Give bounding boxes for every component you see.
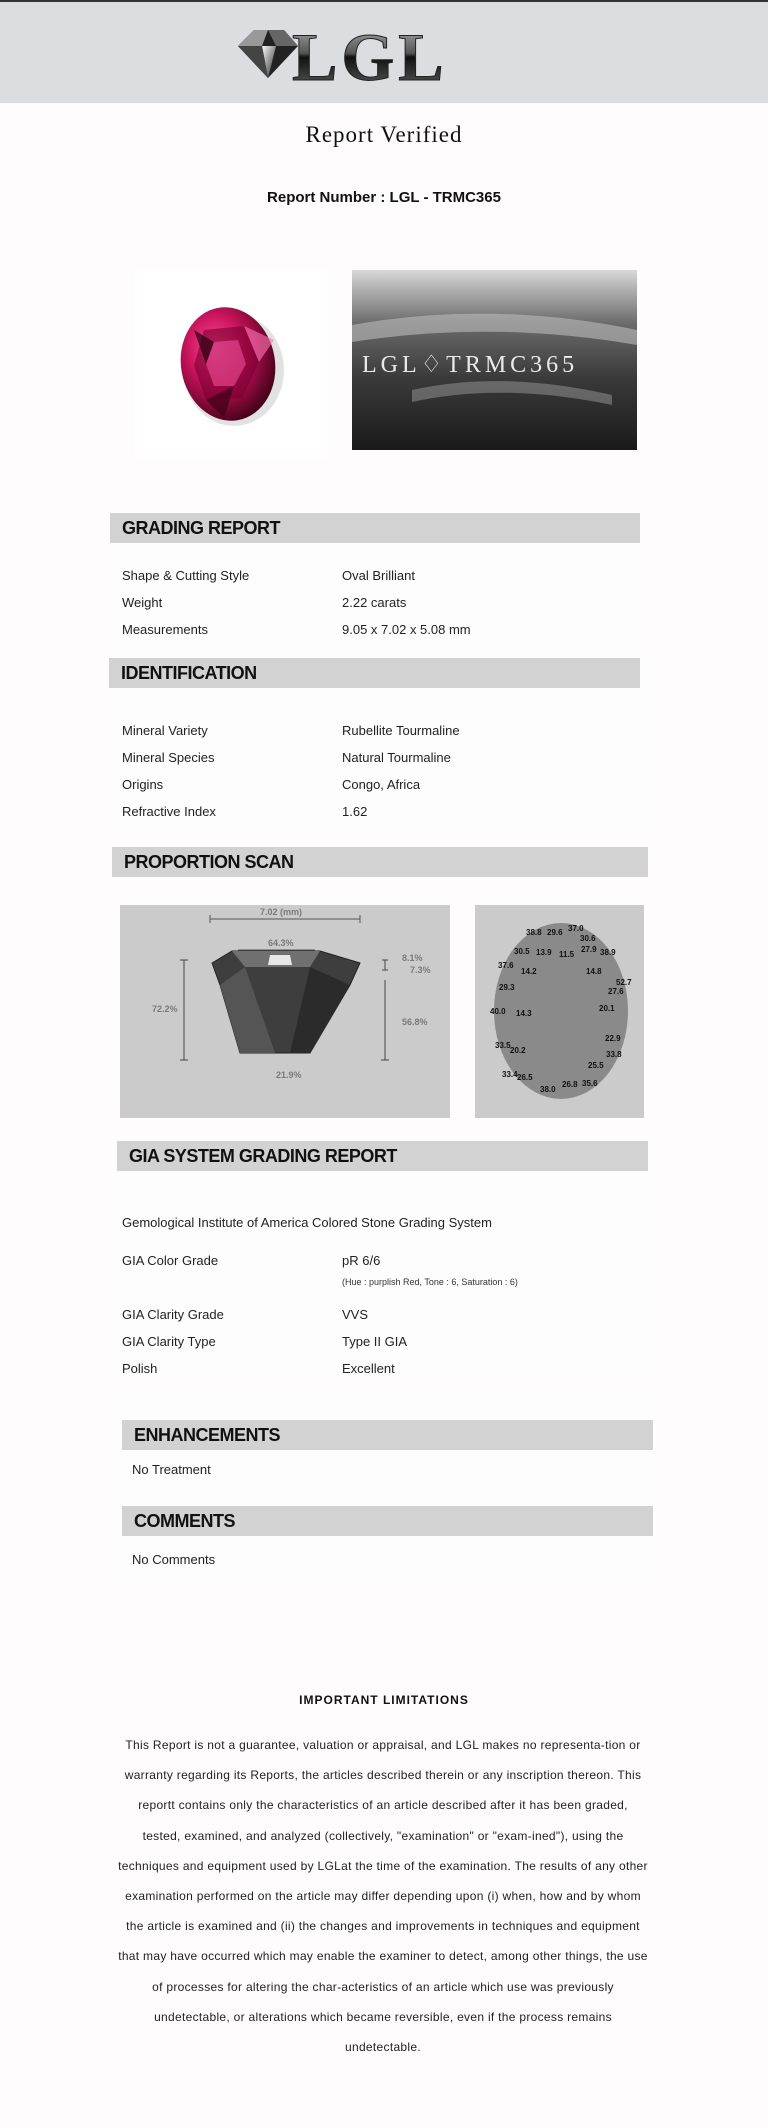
width-label: 7.02 (mm) bbox=[260, 907, 303, 917]
enhancements-text: No Treatment bbox=[132, 1462, 211, 1477]
pavilion-depth-label: 56.8% bbox=[402, 1017, 428, 1027]
girdle-inscription-photo bbox=[352, 270, 637, 450]
proportion-profile-diagram bbox=[120, 905, 450, 1118]
scan-value: 20.2 bbox=[510, 1046, 526, 1055]
row-value: VVS bbox=[342, 1307, 369, 1322]
gia-system-name: Gemological Institute of America Colored Stone Grading System bbox=[122, 1215, 492, 1230]
girdle-label: 7.3% bbox=[410, 965, 431, 975]
row-label: Shape & Cutting Style bbox=[122, 568, 250, 583]
table-label: 64.3% bbox=[268, 938, 294, 948]
row-label: Mineral Species bbox=[122, 750, 215, 765]
scan-value: 26.8 bbox=[562, 1080, 578, 1089]
diamond-icon bbox=[238, 30, 298, 78]
scan-value: 37.0 bbox=[568, 924, 584, 933]
scan-value: 29.3 bbox=[499, 983, 515, 992]
row-value: 1.62 bbox=[342, 804, 368, 819]
enhancements-heading: ENHANCEMENTS bbox=[122, 1420, 653, 1450]
report-number: Report Number : LGL - TRMC365 bbox=[267, 189, 501, 206]
proportion-scan-heading: PROPORTION SCAN bbox=[112, 847, 648, 877]
identification-heading: IDENTIFICATION bbox=[109, 658, 640, 688]
scan-value: 29.6 bbox=[547, 928, 563, 937]
scan-value: 33.8 bbox=[606, 1050, 622, 1059]
scan-value: 14.8 bbox=[586, 967, 602, 976]
comments-heading: COMMENTS bbox=[122, 1506, 653, 1536]
scan-value: 13.9 bbox=[536, 948, 552, 957]
scan-value: 26.5 bbox=[517, 1073, 533, 1082]
row-label: Weight bbox=[122, 595, 163, 610]
scan-value: 25.5 bbox=[588, 1061, 604, 1070]
scan-value: 52.7 bbox=[616, 978, 632, 987]
row-label: Polish bbox=[122, 1361, 158, 1376]
row-value: 2.22 carats bbox=[342, 595, 407, 610]
scan-value: 33.4 bbox=[502, 1070, 518, 1079]
row-label: Refractive Index bbox=[122, 804, 216, 819]
row-value: 9.05 x 7.02 x 5.08 mm bbox=[342, 622, 471, 637]
svg-text:LGL: LGL bbox=[292, 19, 448, 92]
scan-value: 14.3 bbox=[516, 1009, 532, 1018]
page-title: Report Verified bbox=[305, 122, 463, 147]
row-label: Mineral Variety bbox=[122, 723, 208, 738]
scan-value: 40.0 bbox=[490, 1007, 506, 1016]
comments-text: No Comments bbox=[132, 1552, 216, 1567]
row-value: Oval Brilliant bbox=[342, 568, 415, 583]
scan-value: 20.1 bbox=[599, 1004, 615, 1013]
scan-value: 37.6 bbox=[498, 961, 514, 970]
limitations-title: IMPORTANT LIMITATIONS bbox=[299, 1693, 469, 1707]
color-grade-note: (Hue : purplish Red, Tone : 6, Saturation : 6) bbox=[342, 1277, 518, 1287]
row-label: Origins bbox=[122, 777, 164, 792]
lgl-logo bbox=[232, 12, 492, 92]
grading-report-heading: GRADING REPORT bbox=[110, 513, 640, 543]
row-label: GIA Clarity Grade bbox=[122, 1307, 224, 1322]
row-value: Excellent bbox=[342, 1361, 395, 1376]
row-label: GIA Color Grade bbox=[122, 1253, 219, 1268]
scan-value: 38.0 bbox=[540, 1085, 556, 1094]
scan-value: 30.6 bbox=[580, 934, 596, 943]
scan-value: 33.5 bbox=[495, 1041, 511, 1050]
row-value: Congo, Africa bbox=[342, 777, 421, 792]
crown-height-label: 8.1% bbox=[402, 953, 423, 963]
scan-value: 27.6 bbox=[608, 987, 624, 996]
row-value: Natural Tourmaline bbox=[342, 750, 451, 765]
gemstone-photo bbox=[134, 270, 326, 458]
gia-heading: GIA SYSTEM GRADING REPORT bbox=[117, 1141, 648, 1171]
inscription-text: LGL♢TRMC365 bbox=[362, 352, 579, 378]
scan-value: 14.2 bbox=[521, 967, 537, 976]
row-label: Measurements bbox=[122, 622, 208, 637]
scan-value: 35.6 bbox=[582, 1079, 598, 1088]
row-value: pR 6/6 bbox=[342, 1253, 381, 1268]
total-depth-label: 72.2% bbox=[152, 1004, 178, 1014]
scan-value: 38.9 bbox=[600, 948, 616, 957]
row-value: Rubellite Tourmaline bbox=[342, 723, 460, 738]
scan-value: 30.5 bbox=[514, 947, 530, 956]
scan-value: 22.9 bbox=[605, 1034, 621, 1043]
scan-value: 27.9 bbox=[581, 945, 597, 954]
limitations-body: This Report is not a guarantee, valuation or appraisal, and LGL makes no representa-tion or warranty regarding its Reports, the articles described therein or any inscription thereon. This reportt contains only the characteristics of an article described after it has been graded, tested, examined, and analyzed (collectively, "examination" or "exam-ined"), using the techniques and equipment used by LGLat the time of the examination. The results of any other examination performed on the article may differ depending upon (i) when, how and by whom the article is examined and (ii) the changes and improvements in techniques and equipment that may have occurred which may enable the examiner to detect, among other things, the use of processes for altering the char-acteristics of an article which use was previously undetectable, or alterations which became reversible, even if the process remains undetectable. bbox=[118, 1738, 648, 2055]
scan-value: 38.8 bbox=[526, 928, 542, 937]
culet-label: 21.9% bbox=[276, 1070, 302, 1080]
row-label: GIA Clarity Type bbox=[122, 1334, 216, 1349]
scan-value: 11.5 bbox=[559, 950, 575, 959]
proportion-top-view-diagram bbox=[475, 905, 644, 1118]
row-value: Type II GIA bbox=[342, 1334, 408, 1349]
